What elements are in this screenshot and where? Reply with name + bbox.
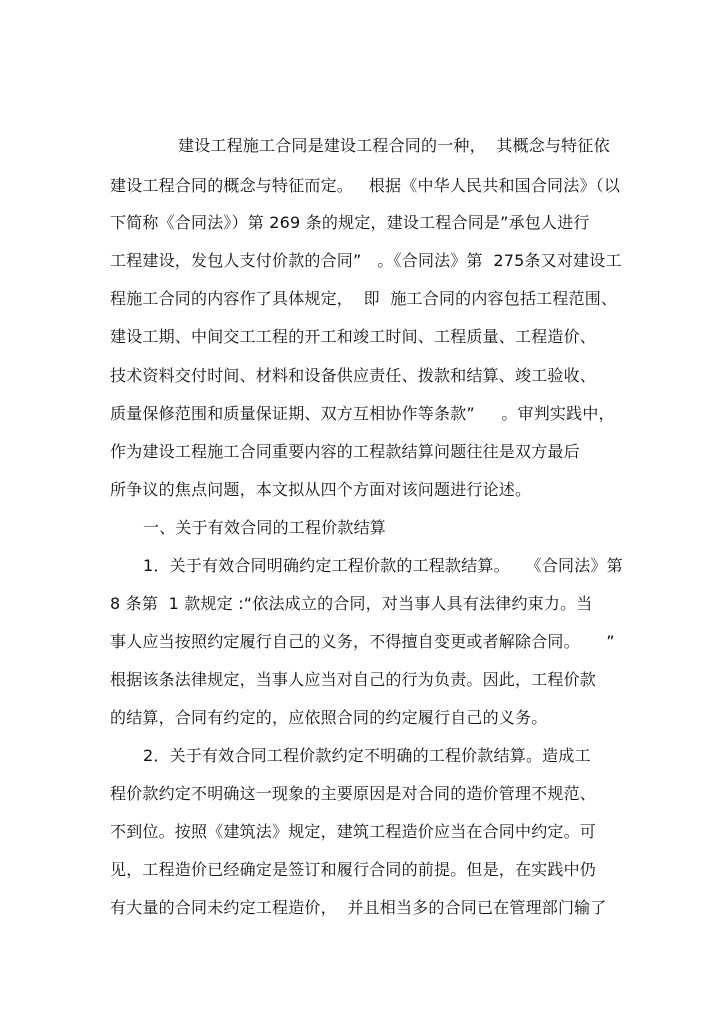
paragraph-line: 建设工期、中间交工工程的开工和竣工时间、工程质量、工程造价、 — [110, 327, 597, 346]
paragraph-line: 程施工合同的内容作了具体规定， 即 施工合同的内容包括工程范围、 — [110, 289, 618, 308]
paragraph-line: 程价款约定不明确这一现象的主要原因是对合同的造价管理不规范、 — [110, 784, 597, 803]
paragraph-line: 2．关于有效合同工程价款约定不明确的工程价款结算。造成工 — [143, 746, 591, 765]
paragraph-line: 建设工程合同的概念与特征而定。 根据《中华人民共和国合同法》（以 — [110, 176, 621, 195]
paragraph-line: 工程建设，发包人支付价款的合同” 。《合同法》第 275条又对建设工 — [110, 251, 622, 270]
paragraph-line: 事人应当按照约定履行自己的义务，不得擅自变更或者解除合同。 ” — [110, 632, 615, 651]
paragraph-line: 的结算，合同有约定的，应依照合同的约定履行自己的义务。 — [110, 708, 548, 727]
paragraph-line: 8 条第 1 款规定 :“依法成立的合同，对当事人具有法律约束力。当 — [110, 594, 593, 613]
paragraph-line: 不到位。按照《建筑法》规定，建筑工程造价应当在合同中约定。可 — [110, 822, 597, 841]
paragraph-line: 作为建设工程施工合同重要内容的工程款结算问题往往是双方最后 — [110, 442, 580, 461]
paragraph-line: 所争议的焦点问题，本文拟从四个方面对该问题进行论述。 — [110, 480, 532, 499]
section-heading: 一、关于有效合同的工程价款结算 — [143, 518, 387, 537]
paragraph-line: 建设工程施工合同是建设工程合同的一种， 其概念与特征依 — [178, 136, 610, 155]
paragraph-line: 见，工程造价已经确定是签订和履行合同的前提。但是，在实践中仍 — [110, 860, 597, 879]
paragraph-line: 质量保修范围和质量保证期、双方互相协作等条款” 。审判实践中， — [110, 404, 615, 423]
paragraph-line: 有大量的合同未约定工程造价， 并且相当多的合同已在管理部门输了 — [110, 898, 607, 917]
paragraph-line: 技术资料交付时间、材料和设备供应责任、拨款和结算、竣工验收、 — [110, 366, 597, 385]
paragraph-line: 下简称《合同法》）第 269 条的规定，建设工程合同是”承包人进行 — [110, 213, 590, 232]
paragraph-line: 根据该条法律规定，当事人应当对自己的行为负责。因此，工程价款 — [110, 670, 597, 689]
paragraph-line: 1．关于有效合同明确约定工程价款的工程款结算。 《合同法》第 — [143, 556, 623, 575]
